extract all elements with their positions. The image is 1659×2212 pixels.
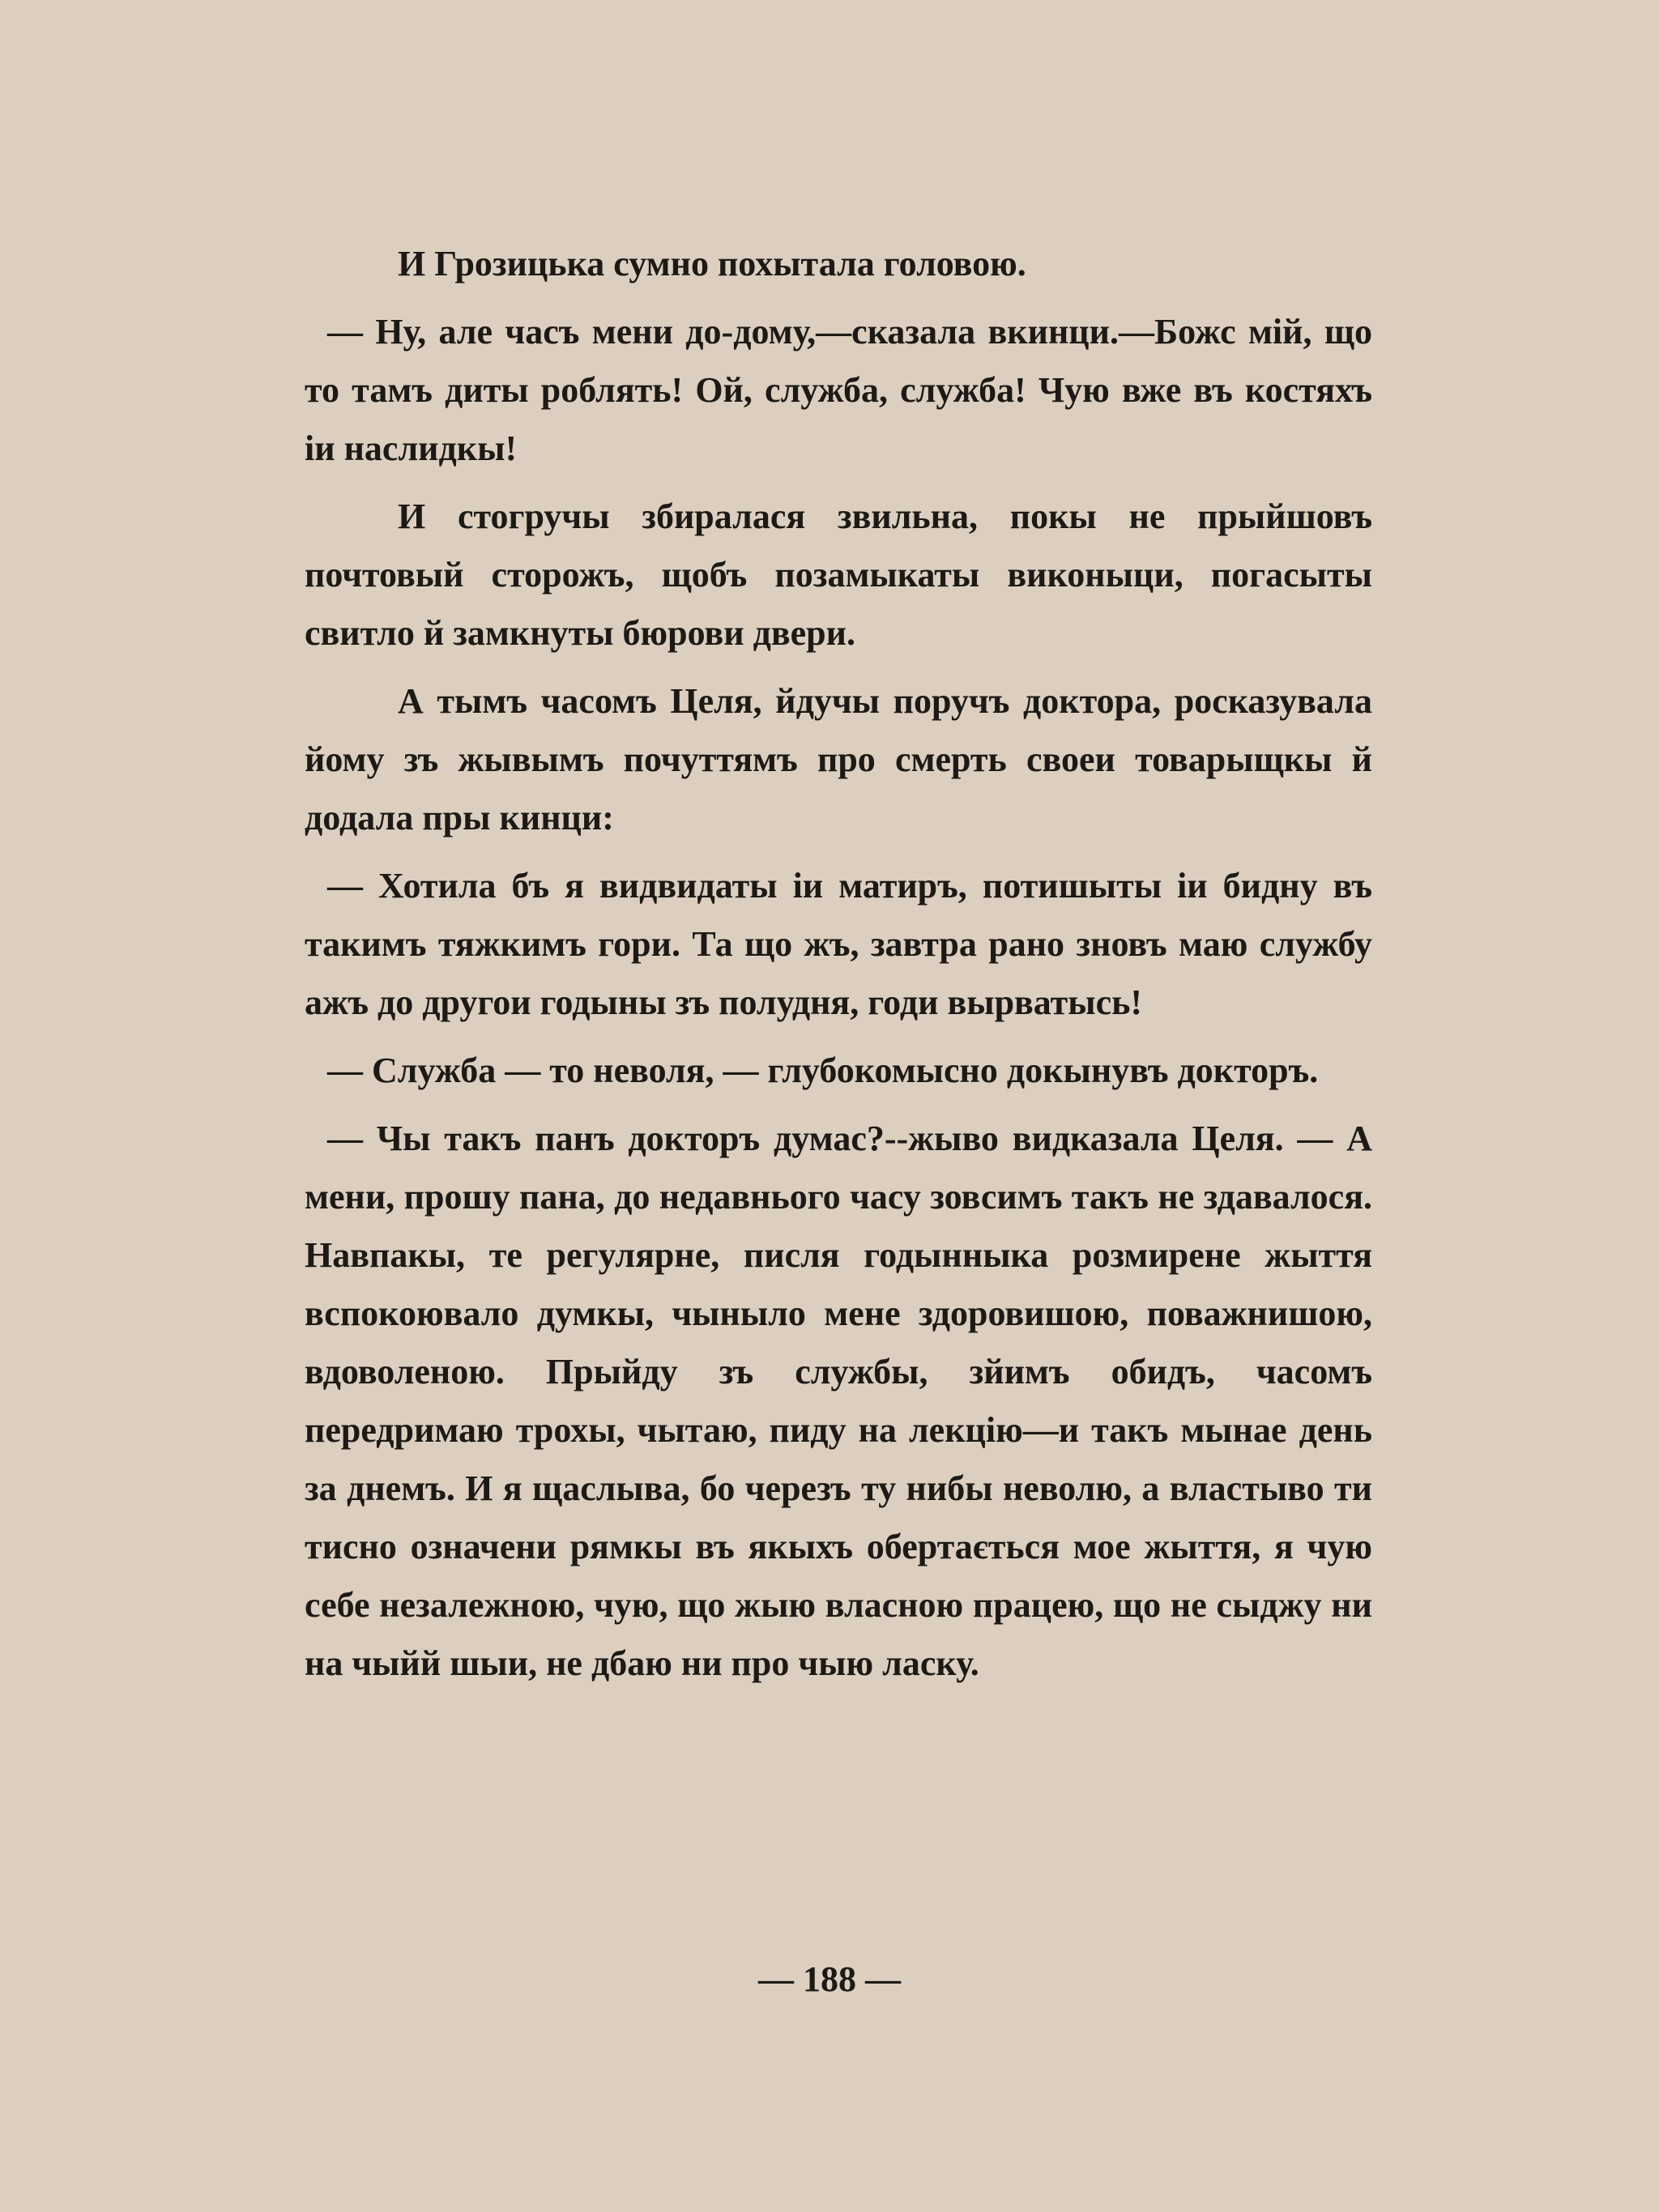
paragraph-1: И Грозицька сумно похытала головою. xyxy=(398,244,1026,283)
paragraph-3: И стогручы збиралася звильна, покы не прыйшовъ почтовый сторожъ, щобъ позамыкаты виконыци, погасыты свитло й замкнуты бюрови двери. xyxy=(305,497,1372,653)
paragraph-7: — Чы такъ панъ докторъ думас?--жыво видказала Целя. — А мени, прошу пана, до недавнього часу зовсимъ такъ не здавалося. Навпакы, те регулярне, писля годынныка розмирене жыття вспокоювало думкы, чыныло мене здоровишою, поважнишою, вдоволеною. Прыйду зъ службы, зйимъ обидъ, часомъ передримаю трохы, чытаю, пиду на лекцію—и такъ мынае день за днемъ. И я щаслыва, бо черезъ ту нибы неволю, а властыво ти тисно означени рямкы въ якыхъ обертається мое жыття, я чую себе незалежною, чую, що жыю власною працею, що не сыджу ни на чыйй шыи, не дбаю ни про чыю ласку. xyxy=(305,1119,1372,1683)
paragraph-4: А тымъ часомъ Целя, йдучы поручъ доктора, росказувала йому зъ жывымъ почуттямъ про смерть своеи товарыщкы й додала пры кинци: xyxy=(305,681,1372,837)
page-number: — 188 — xyxy=(758,1959,901,1999)
paragraph-5: — Хотила бъ я видвидаты іи матиръ, потишыты іи бидну въ такимъ тяжкимъ гори. Та що жъ, завтра рано зновъ маю службу ажъ до другои годыны зъ полудня, годи вырватысь! xyxy=(305,866,1372,1022)
paragraph-2: — Ну, але часъ мени до-дому,—сказала вкинци.—Божс мій, що то тамъ диты роблять! Ой, служба, служба! Чую вже въ костяхъ іи наслидкы! xyxy=(305,312,1372,468)
paragraph-6: — Служба — то неволя, — глубокомысно докынувъ докторъ. xyxy=(327,1051,1319,1090)
page-text xyxy=(305,235,1372,1703)
